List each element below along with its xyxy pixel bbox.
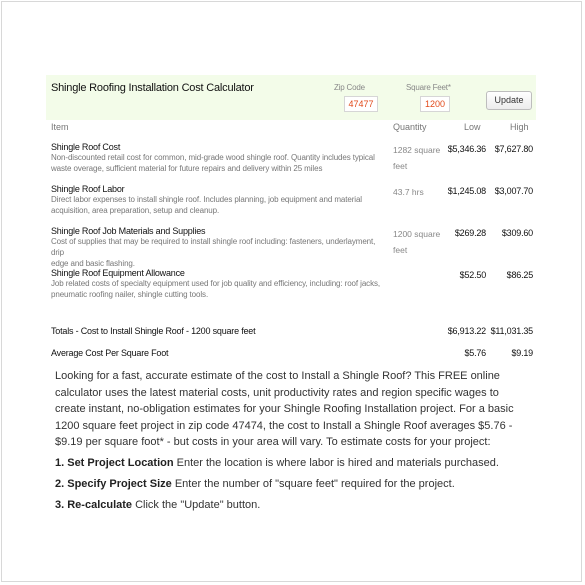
row-item-name: Shingle Roof Labor <box>51 184 125 194</box>
row-low-cost: $5,346.36 <box>447 144 486 154</box>
row-low-cost: $52.50 <box>459 270 486 280</box>
row-item-description <box>51 152 381 174</box>
column-header-quantity: Quantity <box>393 122 427 132</box>
row-high-cost: $86.25 <box>506 270 533 280</box>
row-item-description <box>51 194 381 216</box>
quantity-line: 1200 square <box>393 229 441 239</box>
row-item-name: Shingle Roof Equipment Allowance <box>51 268 185 278</box>
table-row <box>51 226 381 269</box>
row-low-cost: $1,245.08 <box>447 186 486 196</box>
description-line: Direct labor expenses to install shingle roof. Includes planning, job equipment and material <box>51 195 362 204</box>
totals-low-cost: $6,913.22 <box>447 326 486 336</box>
description-line: acquisition, area preparation, setup and cleanup. <box>51 206 220 215</box>
row-low-cost: $269.28 <box>454 228 486 238</box>
column-header-high: High <box>510 122 529 132</box>
description-line: waste overage, sufficient material for future repairs and delivery within 25 miles <box>51 164 323 173</box>
zip-code-label: Zip Code <box>334 83 365 92</box>
square-feet-label: Square Feet* <box>406 83 451 92</box>
totals-label: Totals - Cost to Install Shingle Roof - 1200 square feet <box>51 326 256 336</box>
description-line: edge and basic flashing. <box>51 259 135 268</box>
totals-high-cost: $11,031.35 <box>490 326 533 336</box>
column-header-low: Low <box>464 122 481 132</box>
step-title: 3. Re-calculate <box>55 499 133 511</box>
calculator-title: Shingle Roofing Installation Cost Calculator <box>51 82 254 94</box>
step-item <box>55 455 530 472</box>
table-row <box>51 142 381 174</box>
description-line: Non-discounted retail cost for common, mid-grade wood shingle roof. Quantity includes typical <box>51 153 375 162</box>
update-button[interactable]: Update <box>486 91 532 110</box>
step-title: 1. Set Project Location <box>55 457 174 469</box>
zip-code-input[interactable]: 47477 <box>344 96 378 112</box>
row-item-name: Shingle Roof Job Materials and Supplies <box>51 226 206 236</box>
step-item <box>55 497 530 514</box>
step-item <box>55 476 530 493</box>
row-quantity: 43.7 hrs <box>393 187 424 197</box>
column-header-item: Item <box>51 122 69 132</box>
step-text: Enter the location is where labor is hired and materials purchased. <box>173 457 499 469</box>
quantity-line: 1282 square <box>393 145 441 155</box>
article-text <box>55 368 530 514</box>
step-title: 2. Specify Project Size <box>55 478 172 490</box>
quantity-line: feet <box>393 161 408 171</box>
quantity-line: feet <box>393 245 408 255</box>
row-item-name: Shingle Roof Cost <box>51 142 121 152</box>
description-line: Cost of supplies that may be required to install shingle roof including: fasteners, underlayment, drip <box>51 237 376 257</box>
description-line: Job related costs of specialty equipment used for job quality and efficiency, including: roof jacks, <box>51 279 381 288</box>
table-row <box>51 268 381 300</box>
description-line: pneumatic roofing nailer, shingle cutting tools. <box>51 290 209 299</box>
square-feet-input[interactable]: 1200 <box>420 96 450 112</box>
table-row <box>51 184 381 216</box>
intro-paragraph: Looking for a fast, accurate estimate of the cost to Install a Shingle Roof? This FREE online calculator uses the latest material costs, unit productivity rates and region specific wages to create instant, no-obligation estimates for your Shingle Roofing Installation project. For a basic 1200 square feet project in zip code 47474, the cost to Install a Shingle Roof averages $5.76 - $9.19 per square foot* - but costs in your area will vary. To estimate costs for your project: <box>55 370 514 448</box>
average-high-cost: $9.19 <box>511 348 533 358</box>
row-high-cost: $309.60 <box>501 228 533 238</box>
calculator-header <box>46 75 536 120</box>
row-item-description <box>51 278 381 300</box>
average-cost-label: Average Cost Per Square Foot <box>51 348 169 358</box>
cost-calculator <box>46 75 536 358</box>
step-text: Click the "Update" button. <box>132 499 261 511</box>
average-low-cost: $5.76 <box>464 348 486 358</box>
row-high-cost: $3,007.70 <box>494 186 533 196</box>
step-text: Enter the number of "square feet" required for the project. <box>171 478 455 490</box>
row-high-cost: $7,627.80 <box>494 144 533 154</box>
row-item-description <box>51 236 381 269</box>
